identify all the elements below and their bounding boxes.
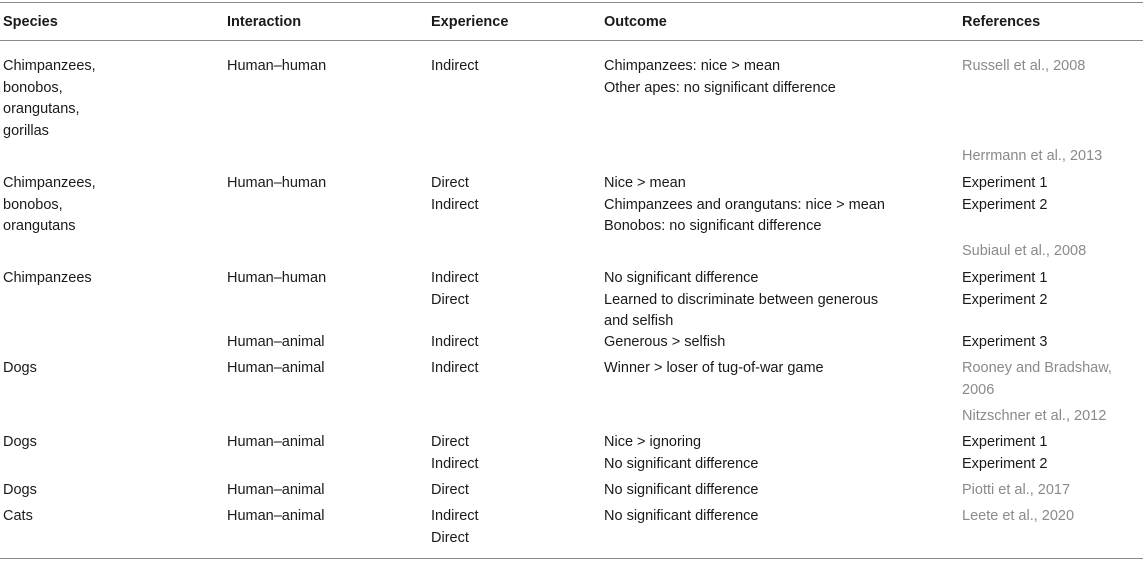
header-species: Species xyxy=(3,14,58,30)
reference-citation-link[interactable]: Rooney and Bradshaw, xyxy=(962,360,1112,376)
table-bottom-rule xyxy=(0,558,1143,559)
cell-experience: Direct xyxy=(431,482,469,498)
cell-interaction: Human–animal xyxy=(227,334,325,350)
cell-experience: Indirect xyxy=(431,455,479,472)
cell-outcome: Bonobos: no significant difference xyxy=(604,218,822,234)
cell-reference: Experiment 1 xyxy=(962,434,1048,450)
header-rule xyxy=(0,40,1143,41)
cell-reference: Experiment 1 xyxy=(962,270,1048,286)
cell-outcome: No significant difference xyxy=(604,508,759,524)
cell-outcome: No significant difference xyxy=(604,482,759,498)
cell-outcome: Chimpanzees and orangutans: nice > mean xyxy=(604,196,885,213)
cell-experience: Indirect xyxy=(431,508,479,524)
reference-citation-link[interactable]: Piotti et al., 2017 xyxy=(962,482,1071,498)
reference-citation-link[interactable]: Russell et al., 2008 xyxy=(962,58,1086,74)
cell-species: Dogs xyxy=(3,482,37,498)
table-top-rule xyxy=(0,2,1143,3)
cell-interaction: Human–human xyxy=(227,58,327,74)
cell-experience: Indirect xyxy=(431,334,479,350)
reference-citation-link[interactable]: 2006 xyxy=(962,381,995,398)
cell-outcome: No significant difference xyxy=(604,455,759,472)
reference-citation-link[interactable]: Subiaul et al., 2008 xyxy=(962,243,1087,259)
cell-experience: Direct xyxy=(431,434,469,450)
cell-outcome: Nice > mean xyxy=(604,175,686,191)
cell-species: Dogs xyxy=(3,434,37,450)
cell-outcome: No significant difference xyxy=(604,270,759,286)
cell-species: Chimpanzees xyxy=(3,270,92,286)
cell-reference: Experiment 2 xyxy=(962,196,1048,213)
reference-citation-link[interactable]: Nitzschner et al., 2012 xyxy=(962,408,1107,424)
cell-outcome: Winner > loser of tug-of-war game xyxy=(604,360,824,376)
cell-outcome: Learned to discriminate between generous xyxy=(604,291,879,308)
cell-reference: Experiment 3 xyxy=(962,334,1048,350)
cell-experience: Direct xyxy=(431,529,469,546)
cell-species: Chimpanzees, xyxy=(3,175,96,191)
cell-species: Dogs xyxy=(3,360,37,376)
cell-outcome: and selfish xyxy=(604,313,674,329)
cell-outcome: Other apes: no significant difference xyxy=(604,79,836,96)
cell-interaction: Human–animal xyxy=(227,508,325,524)
cell-reference: Experiment 2 xyxy=(962,455,1048,472)
cell-interaction: Human–human xyxy=(227,175,327,191)
cell-species: bonobos, xyxy=(3,196,63,213)
header-interaction: Interaction xyxy=(227,14,302,30)
cell-outcome: Chimpanzees: nice > mean xyxy=(604,58,781,74)
cell-species: Cats xyxy=(3,508,33,524)
header-experience: Experience xyxy=(431,14,509,30)
cell-experience: Indirect xyxy=(431,360,479,376)
cell-species: orangutans xyxy=(3,218,76,234)
cell-species: Chimpanzees, xyxy=(3,58,96,74)
cell-experience: Indirect xyxy=(431,196,479,213)
cell-interaction: Human–animal xyxy=(227,434,325,450)
cell-experience: Indirect xyxy=(431,58,479,74)
cell-reference: Experiment 2 xyxy=(962,291,1048,308)
cell-outcome: Generous > selfish xyxy=(604,334,726,350)
cell-interaction: Human–animal xyxy=(227,360,325,376)
reference-citation-link[interactable]: Leete et al., 2020 xyxy=(962,508,1075,524)
cell-species: orangutans, xyxy=(3,101,80,117)
cell-experience: Direct xyxy=(431,175,469,191)
cell-experience: Indirect xyxy=(431,270,479,286)
cell-interaction: Human–animal xyxy=(227,482,325,498)
cell-species: bonobos, xyxy=(3,79,63,96)
cell-experience: Direct xyxy=(431,291,469,308)
header-references: References xyxy=(962,14,1041,30)
cell-outcome: Nice > ignoring xyxy=(604,434,702,450)
cell-species: gorillas xyxy=(3,122,49,139)
reference-citation-link[interactable]: Herrmann et al., 2013 xyxy=(962,148,1103,164)
cell-interaction: Human–human xyxy=(227,270,327,286)
cell-reference: Experiment 1 xyxy=(962,175,1048,191)
header-outcome: Outcome xyxy=(604,14,667,30)
